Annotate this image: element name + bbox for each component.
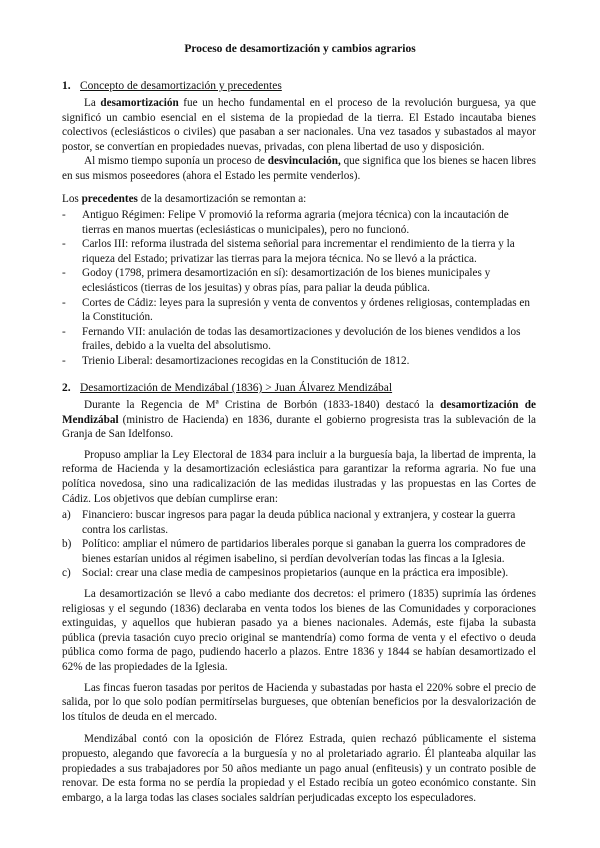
list-item: - Trienio Liberal: desamortizaciones recogidas en la Constitución de 1812.: [62, 354, 410, 367]
section-2-title: Desamortización de Mendizábal (1836) > Juan Álvarez Mendizábal: [80, 382, 393, 394]
paragraph-regencia: Durante la Regencia de Mª Cristina de Borbón (1833-1840) destacó la desamortización de Mendizábal (ministro de Hacienda) en 1836, durante el gobierno progresista tras la sublevación de la Granja de San Idelfonso.: [62, 399, 536, 441]
paragraph-fincas: Las fincas fueron tasadas por peritos de Hacienda y subastadas por hasta el 220% sobre el precio de salida, por lo que solo podían permitírselas burgueses, que obtenían beneficios por la desvalorización de los títulos de deuda en el mercado.: [62, 681, 536, 723]
section-1-title: Concepto de desamortización y precedentes: [80, 80, 282, 92]
section-2-decrees: [62, 587, 536, 805]
paragraph-florez-estrada: Mendizábal contó con la oposición de Flórez Estrada, quien rechazó públicamente el sistema propuesto, alegando que favorecía a la burguesía y no al proletariado agrario. Él planteaba alquilar las propiedades a sus trabajadores por 50 años mediante un pago anual (enfiteusis) y un contrato posible de renovar. De esta forma no se perdía la propiedad y el Estado recibía un goteo económico constante. Sin embargo, a la larga todas las clases sociales saldrían perjudicadas excepto los especuladores.: [62, 733, 536, 804]
objectives-list: [62, 508, 536, 581]
document-title: Proceso de desamortización y cambios agrarios: [184, 43, 416, 55]
paragraph-desamortizacion: La desamortización fue un hecho fundamental en el proceso de la revolución burguesa, ya que significó un cambio esencial en el sistema de la propiedad de la tierra. El Estado incautaba bienes colectivos (eclesiásticos o civiles) que pasaban a ser nacionales. Una vez tasados y subastados al mayor postor, se convertían en propiedades nuevas, privadas, con plena libertad de uso y disposición.: [62, 97, 536, 153]
section-2-number: 2.: [62, 382, 71, 394]
section-2-body: [62, 398, 536, 506]
paragraph-propuesta: Propuso ampliar la Ley Electoral de 1834 para incluir a la burguesía baja, la libertad de imprenta, la reforma de Hacienda y la desamortización eclesiástica para garantizar la reforma agraria. No fue una política novedosa, sino una radicalización de las medidas ilustradas y las propuestas en las Cortes de Cádiz. Los objetivos que debían cumplirse eran:: [62, 448, 536, 505]
paragraph-desvinculacion: Al mismo tiempo suponía un proceso de desvinculación, que significa que los bienes se hacen libres en sus mismos poseedores (ahora el Estado les permite venderlos).: [62, 155, 536, 182]
list-item: - Antiguo Régimen: Felipe V promovió la reforma agraria (mejora técnica) con la incautación de tierras en manos muertas (eclesiásticas o municipales), pero no funcionó.: [62, 209, 509, 236]
precedentes-list: [62, 208, 536, 369]
section-1-number: 1.: [62, 80, 71, 92]
list-item: b) Político: ampliar el número de partidarios liberales porque si ganaban la guerra los compradores de bienes estarían unidos al régimen isabelino, si perdían devolverían todas las fincas a la Iglesia.: [62, 538, 526, 565]
section-1-intro: [62, 96, 536, 184]
paragraph-precedentes: Los precedentes de la desamortización se remontan a:: [62, 193, 307, 205]
list-item: - Fernando VII: anulación de todas las desamortizaciones y devolución de los bienes vendidos a los frailes, debido a la vuelta del absolutismo.: [62, 325, 521, 353]
section-1-heading: [62, 80, 282, 92]
list-item: c) Social: crear una clase media de campesinos propietarios (aunque en la práctica era imposible).: [62, 567, 509, 580]
list-item: - Carlos III: reforma ilustrada del sistema señorial para incrementar el rendimiento de la tierra y la riqueza del Estado; privatizar las tierras para la mejora técnica. No se llevó a la práctica.: [62, 238, 515, 265]
paragraph-decretos: La desamortización se llevó a cabo mediante dos decretos: el primero (1835) suprimía las órdenes religiosas y el segundo (1836) declaraba en venta todos los bienes de las Comunidades y corporaciones extinguidas, y aquellos que hubieran pasado ya a bienes nacionales. Además, este fijaba la subasta pública (previa tasación cuyo precio original se mantendría) como forma de venta y el efectivo o deuda pública como forma de pago, pudiendo hacerlo a plazos. Entre 1836 y 1844 se habían desamortizado el 62% de las propiedades de la Iglesia.: [62, 588, 536, 673]
list-item: - Cortes de Cádiz: leyes para la supresión y venta de conventos y órdenes religiosas, contempladas en la Constitución.: [62, 296, 530, 324]
list-item: a) Financiero: buscar ingresos para pagar la deuda pública nacional y extranjera, y costear la guerra contra los carlistas.: [62, 509, 516, 536]
list-item: - Godoy (1798, primera desamortización en sí): desamortización de los bienes municipales y eclesiásticos (tierras de los jesuitas) y obras pías, para paliar la deuda pública.: [62, 267, 491, 294]
section-2-heading: [62, 382, 392, 394]
